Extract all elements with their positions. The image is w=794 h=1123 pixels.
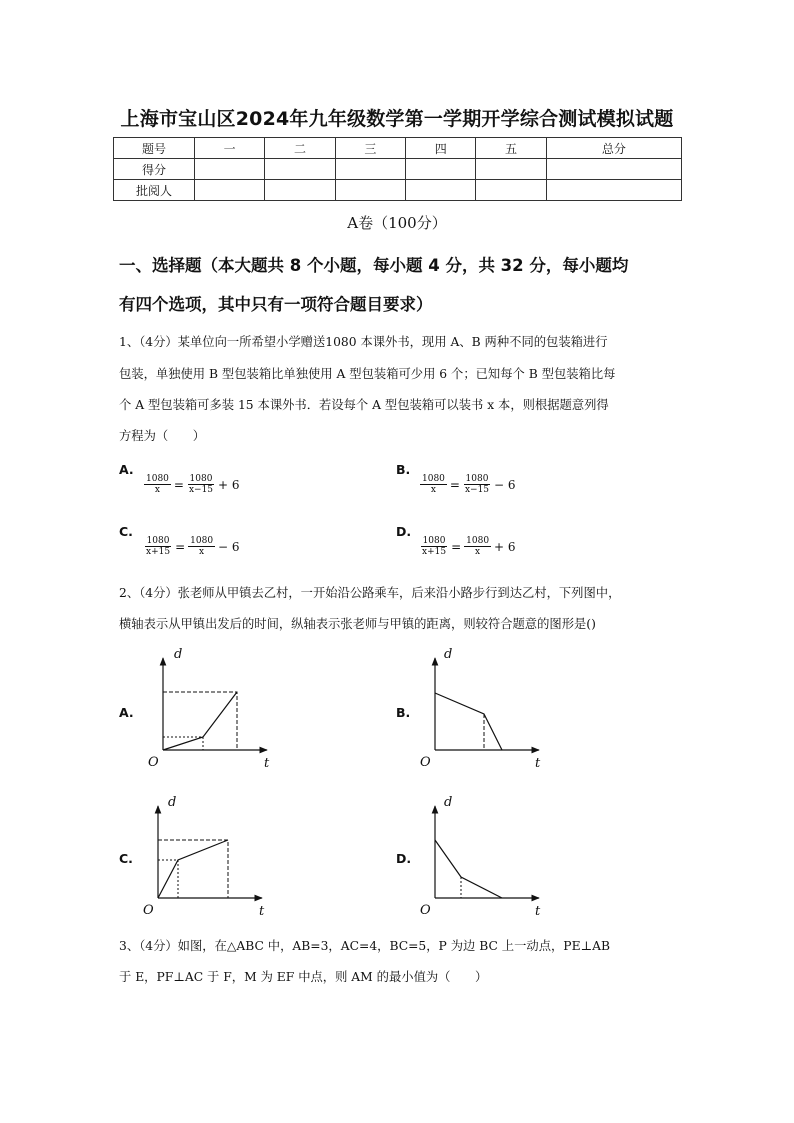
fraction-numerator: 1080 <box>190 536 214 546</box>
q3-text-line: 于 E，PF⊥AC 于 F，M 为 EF 中点，则 AM 的最小值为（ ） <box>119 970 488 984</box>
fraction-denominator: x <box>199 547 205 557</box>
equation-option-b: $\frac{1080}{x}$ = $\frac{1080}{x-15}$ − 6 <box>422 474 516 495</box>
axis-label-d: d <box>444 647 453 662</box>
score-cell <box>195 180 265 201</box>
column-header: 四 <box>406 138 476 159</box>
axis-label-d: d <box>444 795 453 810</box>
origin-label: O <box>420 903 431 918</box>
fraction-numerator: 1080 <box>189 474 213 484</box>
fraction-denominator: x+15 <box>422 547 447 557</box>
score-table <box>113 137 682 201</box>
equation-tail: + 6 <box>218 477 240 492</box>
axis-label-d: d <box>168 795 177 810</box>
row-label: 得分 <box>114 159 195 180</box>
score-cell <box>406 159 476 180</box>
option-label: C. <box>119 524 133 539</box>
q1-text-line: 包装，单独使用 B 型包装箱比单独使用 A 型包装箱可少用 6 个；已知每个 B 型包装箱比每 <box>119 367 616 381</box>
guide-line <box>163 692 237 750</box>
score-cell <box>335 159 405 180</box>
column-header: 总分 <box>546 138 681 159</box>
column-header: 五 <box>476 138 546 159</box>
page-title: 上海市宝山区2024年九年级数学第一学期开学综合测试模拟试题 <box>120 108 674 130</box>
score-cell <box>476 159 546 180</box>
option-label: A. <box>119 462 134 477</box>
equation-option-a: $\frac{1080}{x}$ = $\frac{1080}{x-15}$ + 6 <box>146 474 240 495</box>
option-label: C. <box>119 851 133 866</box>
equation-tail: − 6 <box>494 477 516 492</box>
table-row <box>114 159 682 180</box>
score-cell <box>335 180 405 201</box>
q2-text-line: 2、（4分）张老师从甲镇去乙村，一开始沿公路乘车，后来沿小路步行到达乙村，下列图中， <box>119 586 621 600</box>
q1-text-line: 方程为（ ） <box>119 429 206 443</box>
score-cell <box>546 159 681 180</box>
equation-tail: − 6 <box>218 539 240 554</box>
fraction-denominator: x+15 <box>146 547 171 557</box>
table-row <box>114 180 682 201</box>
fraction-numerator: 1080 <box>466 536 490 546</box>
score-cell <box>546 180 681 201</box>
axis-label-t: t <box>535 904 541 919</box>
column-header: 二 <box>265 138 335 159</box>
section-heading-line: 有四个选项，其中只有一项符合题目要求） <box>119 295 433 314</box>
graph-c <box>135 790 285 920</box>
axis-label-d: d <box>174 647 183 662</box>
section-heading-line: 一、选择题（本大题共 8 个小题，每小题 4 分，共 32 分，每小题均 <box>119 256 629 275</box>
graph-b <box>412 642 562 772</box>
score-cell <box>476 180 546 201</box>
option-label: D. <box>396 851 412 866</box>
fraction-numerator: 1080 <box>146 474 169 484</box>
guide-line <box>158 840 228 898</box>
q2-text-line: 横轴表示从甲镇出发后的时间，纵轴表示张老师与甲镇的距离，则较符合题意的图形是() <box>119 617 596 631</box>
fraction-denominator: x−15 <box>188 485 214 495</box>
fraction-denominator: x <box>154 485 160 495</box>
q1-text-line: 1、（4分）某单位向一所希望小学赠送1080 本课外书，现用 A、B 两种不同的包装箱进行 <box>119 335 608 349</box>
equation-option-d: $\frac{1080}{x+15}$ = $\frac{1080}{x}$ + 6 <box>422 536 516 557</box>
option-label: B. <box>396 462 411 477</box>
section-subtitle: A卷（100分） <box>347 214 447 232</box>
q1-text-line: 个 A 型包装箱可多装 15 本课外书．若设每个 A 型包装箱可以装书 x 本，则根据题意列得 <box>119 398 609 412</box>
option-label: A. <box>119 705 134 720</box>
fraction-denominator: x <box>475 547 481 557</box>
origin-label: O <box>420 755 431 770</box>
origin-label: O <box>148 755 159 770</box>
equation-tail: + 6 <box>494 539 516 554</box>
column-header: 一 <box>195 138 265 159</box>
fraction-denominator: x−15 <box>464 485 490 495</box>
score-cell <box>406 180 476 201</box>
row-label: 批阅人 <box>114 180 195 201</box>
equation-option-c: $\frac{1080}{x+15}$ = $\frac{1080}{x}$ − 6 <box>146 536 240 557</box>
row-label: 题号 <box>114 138 195 159</box>
fraction-numerator: 1080 <box>465 474 489 484</box>
option-label: B. <box>396 705 411 720</box>
q3-text-line: 3、（4分）如图，在△ABC 中，AB=3，AC=4，BC=5，P 为边 BC 上一动点，PE⊥AB <box>119 939 611 953</box>
score-cell <box>195 159 265 180</box>
option-label: D. <box>396 524 412 539</box>
distance-curve <box>435 693 502 750</box>
axis-label-t: t <box>535 756 541 771</box>
fraction-numerator: 1080 <box>146 536 170 546</box>
fraction-numerator: 1080 <box>422 536 446 546</box>
score-cell <box>265 159 335 180</box>
column-header: 三 <box>335 138 405 159</box>
origin-label: O <box>143 903 154 918</box>
fraction-numerator: 1080 <box>422 474 445 484</box>
score-cell <box>265 180 335 201</box>
table-row <box>114 138 682 159</box>
distance-curve <box>158 840 228 898</box>
graph-d <box>412 790 562 920</box>
distance-curve <box>163 692 237 750</box>
graph-a <box>140 642 290 772</box>
distance-curve <box>435 840 502 898</box>
fraction-denominator: x <box>430 485 436 495</box>
axis-label-t: t <box>259 904 265 919</box>
axis-label-t: t <box>264 756 270 771</box>
